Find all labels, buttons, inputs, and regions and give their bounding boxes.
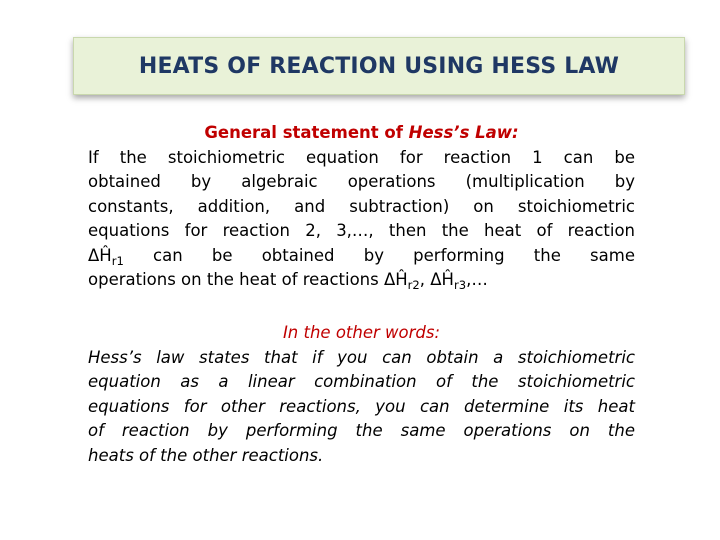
statement-line (88, 268, 635, 293)
hess-law-general-statement (88, 121, 635, 293)
enthalpy-symbol: ΔĤ (88, 245, 112, 265)
subscript-r2: r2 (407, 278, 420, 293)
subscript-r1: r1 (111, 253, 124, 268)
statement-line: equations for reaction 2, 3,…, then the heat of reaction (88, 221, 635, 240)
section-heading-other-words: In the other words: (282, 323, 441, 342)
heading-prefix: General statement of (204, 123, 409, 142)
statement-line (88, 244, 635, 269)
section-heading-general (88, 121, 635, 146)
restatement-line: Hess’s law states that if you can obtain a stoichiometric (88, 347, 635, 367)
restatement-line: heats of the other reactions. (88, 445, 324, 465)
ellipsis: ,… (466, 270, 488, 289)
restatement-line: equations for other reactions, you can determine its heat (88, 396, 635, 416)
title-banner (73, 37, 685, 95)
restatement-line: equation as a linear combination of the stoichiometric (88, 372, 635, 391)
subscript-r3: r3 (453, 278, 467, 293)
statement-paragraph (88, 146, 635, 293)
enthalpy-symbol: , ΔĤ (419, 270, 454, 289)
heading-emphasis: Hess’s Law: (408, 123, 519, 142)
slide-title: HEATS OF REACTION USING HESS LAW (138, 53, 620, 79)
statement-line: obtained by algebraic operations (multiplication by (88, 172, 635, 191)
statement-text: operations on the heat of reactions ΔĤ (88, 270, 408, 289)
statement-text: can be obtained by performing the same (123, 245, 635, 265)
statement-line: If the stoichiometric equation for reaction 1 can be (88, 147, 635, 167)
restatement-paragraph (88, 346, 635, 469)
restatement-line: of reaction by performing the same operations on the (88, 421, 635, 440)
hess-law-restatement (88, 321, 635, 468)
statement-line: constants, addition, and subtraction) on stoichiometric (88, 196, 635, 216)
